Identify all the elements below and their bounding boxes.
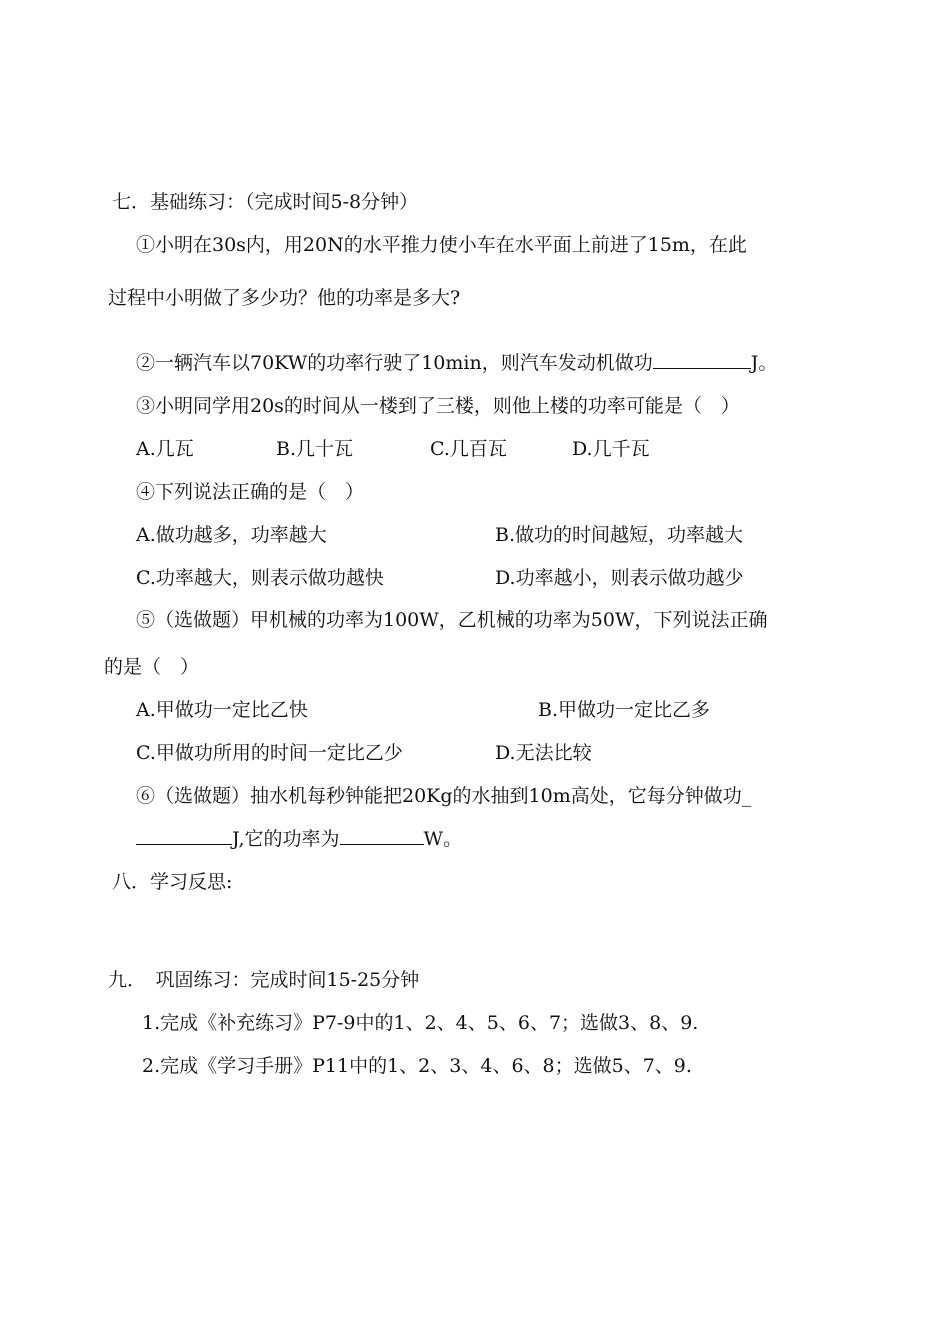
q6-line2 — [136, 826, 462, 852]
section7-heading: 七．基础练习：（完成时间5-8分钟） — [112, 191, 419, 213]
q6-mid-text: J,它的功率为 — [232, 828, 340, 850]
q5-option-a: A.甲做功一定比乙快 — [136, 699, 308, 721]
q2-answer-blank — [653, 350, 751, 369]
q4-option-a: A.做功越多，功率越大 — [136, 524, 327, 546]
q3-option-b: B.几十瓦 — [276, 438, 354, 460]
q3-option-a: A.几瓦 — [136, 438, 194, 460]
q3: ③小明同学用20s的时间从一楼到了三楼，则他上楼的功率可能是（ ） — [136, 395, 740, 417]
section9-heading: 九． 巩固练习：完成时间15-25分钟 — [108, 969, 420, 991]
q2-text: ②一辆汽车以70KW的功率行驶了10min，则汽车发动机做功 — [136, 352, 653, 374]
q4-option-b: B.做功的时间越短，功率越大 — [495, 524, 744, 546]
q1-line2: 过程中小明做了多少功？他的功率是多大? — [108, 287, 461, 309]
q3-option-d: D.几千瓦 — [572, 438, 650, 460]
q3-option-c: C.几百瓦 — [430, 438, 507, 460]
q6-unit: W。 — [423, 828, 463, 850]
q2 — [136, 350, 777, 376]
q6-line1: ⑥（选做题）抽水机每秒钟能把20Kg的水抽到10m高处，它每分钟做功_ — [136, 785, 752, 807]
q2-unit: J。 — [750, 352, 778, 374]
q5-option-b: B.甲做功一定比乙多 — [538, 699, 711, 721]
q5-line2: 的是（ ） — [104, 656, 200, 678]
q1-line1: ①小明在30s内，用20N的水平推力使小车在水平面上前进了15m，在此 — [136, 234, 747, 256]
q6-power-blank — [340, 826, 424, 845]
q5-option-c: C.甲做功所用的时间一定比乙少 — [136, 742, 403, 764]
q5-option-d: D.无法比较 — [495, 742, 592, 764]
section9-item1: 1.完成《补充练习》P7-9中的1、2、4、5、6、7；选做3、8、9. — [142, 1012, 699, 1034]
q5-line1: ⑤（选做题）甲机械的功率为100W，乙机械的功率为50W，下列说法正确 — [136, 609, 768, 631]
section8-heading: 八．学习反思: — [112, 871, 233, 893]
q6-work-blank — [136, 826, 232, 845]
q4-option-d: D.功率越小，则表示做功越少 — [495, 567, 744, 589]
q4-option-c: C.功率越大，则表示做功越快 — [136, 567, 384, 589]
section9-item2: 2.完成《学习手册》P11中的1、2、3、4、6、8；选做5、7、9. — [142, 1055, 692, 1077]
q4: ④下列说法正确的是（ ） — [136, 481, 365, 503]
